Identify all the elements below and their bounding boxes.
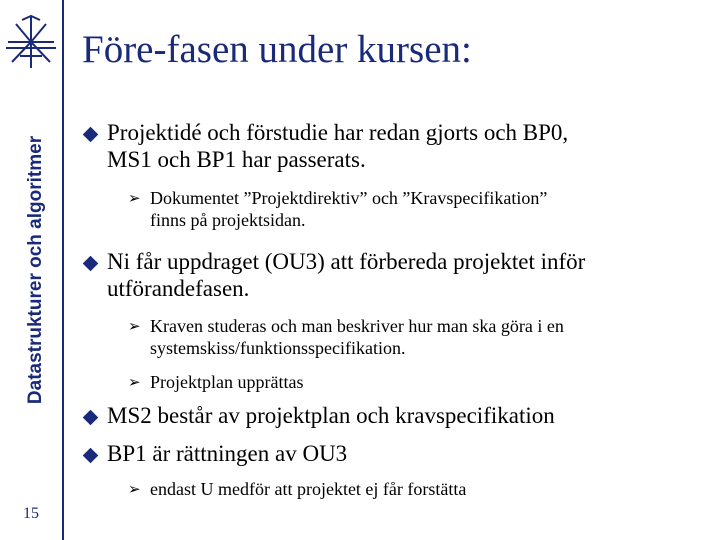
arrow-bullet-icon: ➢ bbox=[128, 373, 141, 391]
bullet-text-line: Kraven studeras och man beskriver hur man ska göra i en bbox=[150, 316, 564, 336]
page-number: 15 bbox=[23, 505, 39, 522]
bullet-text-line: endast U medför att projektet ej får forstätta bbox=[150, 479, 467, 499]
bullet-text-line: MS2 består av projektplan och kravspecifikation bbox=[107, 403, 555, 428]
bullet-text-line: Ni får uppdraget (OU3) att förbereda projektet inför bbox=[107, 249, 586, 274]
diamond-bullet-icon bbox=[83, 256, 99, 272]
sub-bullet-item bbox=[150, 187, 547, 231]
bullet-text-line: systemskiss/funktionsspecifikation. bbox=[150, 338, 406, 358]
bullet-item bbox=[107, 119, 568, 173]
bullet-text-line: Dokumentet ”Projektdirektiv” och ”Kravspecifikation” bbox=[150, 188, 548, 208]
bullet-text-line: BP1 är rättningen av OU3 bbox=[107, 441, 348, 466]
diamond-bullet-icon bbox=[83, 127, 99, 143]
diamond-bullet-icon bbox=[83, 410, 99, 426]
bullet-item bbox=[107, 440, 347, 467]
bullet-text-line: Projektplan upprättas bbox=[150, 372, 304, 392]
sub-bullet-item bbox=[150, 371, 303, 393]
slide-title: Före-fasen under kursen: bbox=[82, 28, 472, 71]
bullet-text-line: MS1 och BP1 har passerats. bbox=[107, 147, 366, 172]
vertical-course-title: Datastrukturer och algoritmer bbox=[25, 135, 46, 405]
arrow-bullet-icon: ➢ bbox=[128, 480, 141, 498]
bullet-text-line: finns på projektsidan. bbox=[150, 210, 306, 230]
arrow-bullet-icon: ➢ bbox=[128, 317, 141, 335]
bullet-text-line: Projektidé och förstudie har redan gjorts och BP0, bbox=[107, 120, 569, 145]
bullet-text-line: utförandefasen. bbox=[107, 276, 250, 301]
diamond-bullet-icon bbox=[83, 448, 99, 464]
arrow-bullet-icon: ➢ bbox=[128, 189, 141, 207]
sub-bullet-item bbox=[150, 478, 466, 500]
bullet-item bbox=[107, 248, 585, 302]
sub-bullet-item bbox=[150, 315, 564, 359]
bullet-item bbox=[107, 402, 555, 429]
